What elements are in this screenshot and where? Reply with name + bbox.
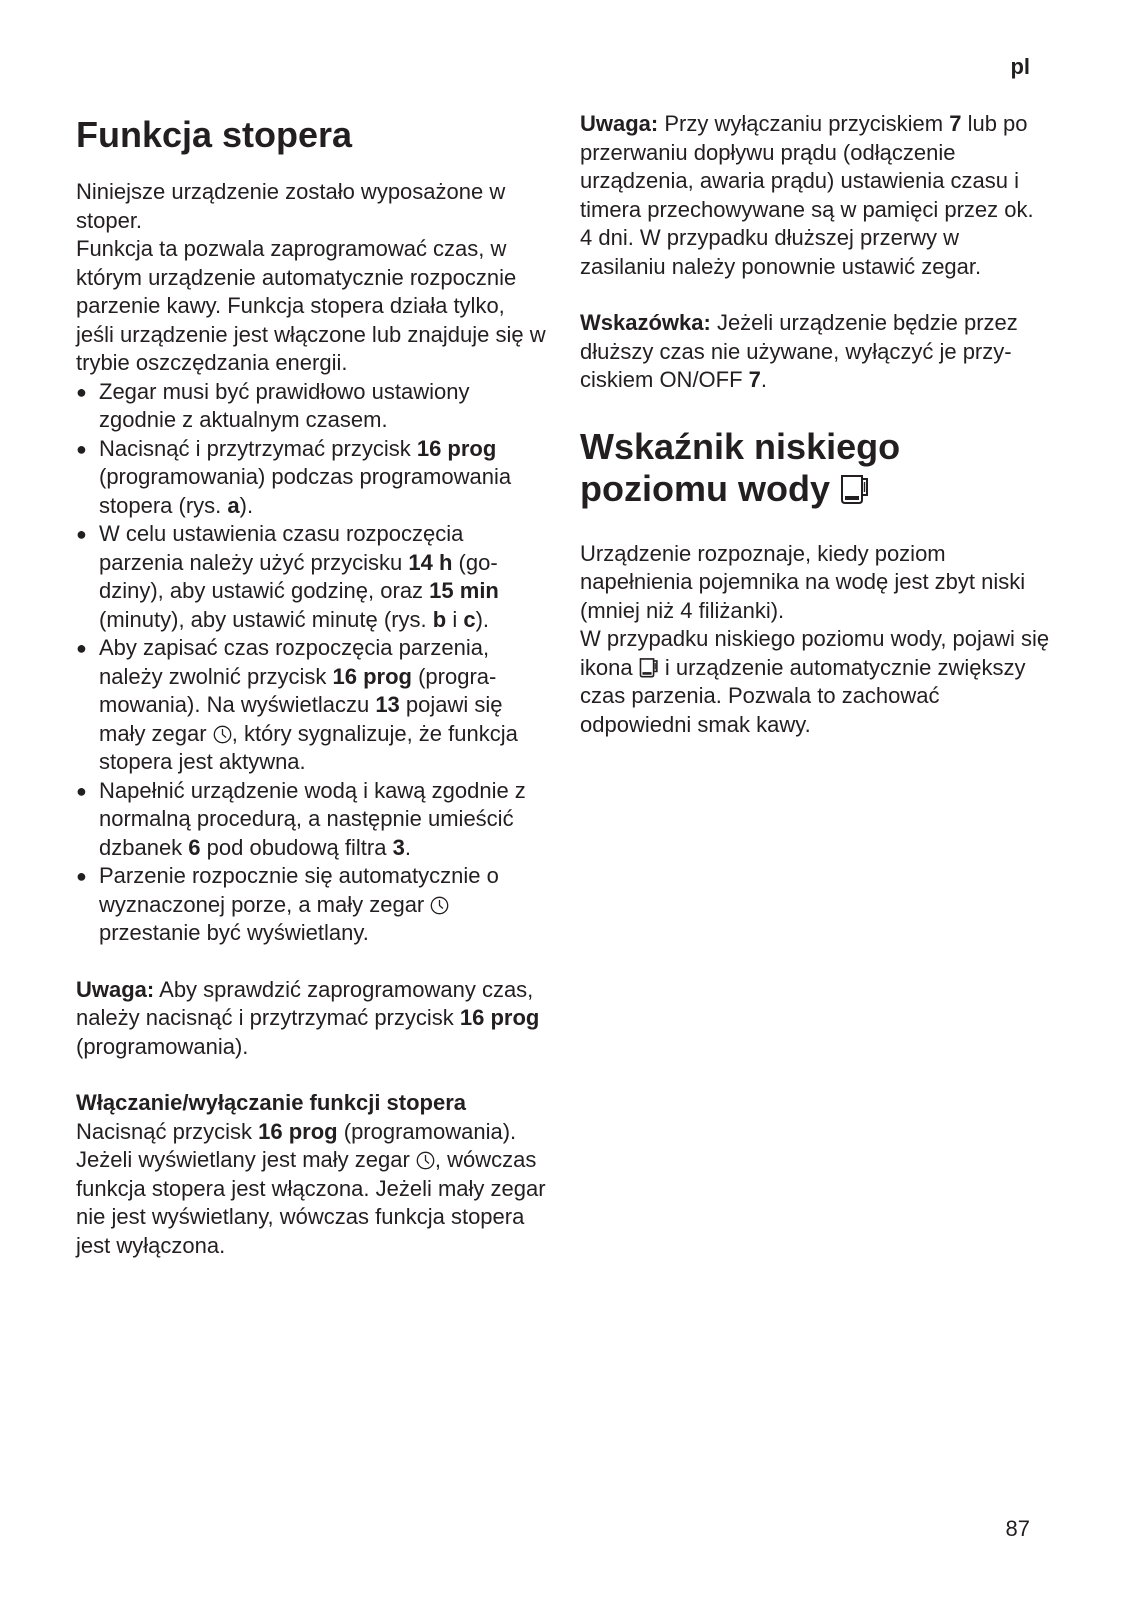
- section-title-timer: Funkcja stopera: [76, 114, 353, 155]
- intro-paragraph-1: Niniejsze urządzenie zostało wyposażone w stoper.: [76, 179, 506, 233]
- left-column: [76, 110, 546, 1260]
- language-code: pl: [1010, 54, 1030, 79]
- list-item: ● W celu ustawienia czasu rozpoczęcia parzenia należy użyć przycisku 14 h (godziny), aby ustawić godzinę, oraz 15 min (minuty), aby ustawić minutę (rys. b i c).: [76, 521, 499, 632]
- right-column: [580, 110, 1050, 739]
- section-title-low-water: Wskaźnik niskiego poziomu wody: [580, 425, 901, 509]
- clock-icon: [430, 896, 449, 915]
- list-item: ● Napełnić urządzenie wodą i kawą zgodnie z normalną procedurą, a następnie umieścić dzbanek 6 pod obudową filtra 3.: [76, 777, 526, 860]
- page-number: 87: [1005, 1516, 1030, 1541]
- list-item: ● Parzenie rozpocznie się automatycznie o wyznaczonej porze, a mały zegar przestanie być wyświetlany.: [76, 863, 499, 945]
- bullet-icon: ●: [76, 438, 87, 459]
- list-item: ● Zegar musi być prawidłowo ustawiony zgodnie z aktualnym czasem.: [76, 378, 470, 432]
- intro-paragraph-2: Funkcja ta pozwala zaprogramować czas, w którym urządzenie automatycznie rozpocznie parzenie kawy. Funkcja stopera działa tylko, jeśli urządzenie jest włączone lub znajduje się w trybie oszczędzania energii.: [76, 236, 546, 375]
- list-item: ● Nacisnąć i przytrzymać przycisk 16 prog (programowania) podczas programowania stopera (rys. a).: [76, 435, 512, 518]
- toggle-heading: Włączanie/wyłączanie funkcji stopera: [76, 1090, 467, 1115]
- bullet-icon: ●: [76, 780, 87, 801]
- tip-paragraph: Wskazówka: Jeżeli urządzenie będzie przez dłuższy czas nie używane, wyłączyć je przyciskiem ON/OFF 7.: [580, 310, 1018, 392]
- water-tank-low-icon: [639, 657, 659, 678]
- bullet-icon: ●: [76, 638, 87, 658]
- list-item: ● Aby zapisać czas rozpoczęcia parzenia, należy zwolnić przycisk 16 prog (programowania). Na wyświetlaczu 13 pojawi się mały zegar , który sygnalizuje, że funkcja stopera jest aktywna.: [76, 635, 518, 774]
- water-tank-low-icon: [840, 473, 870, 505]
- clock-icon: [213, 725, 232, 744]
- bullet-icon: ●: [76, 866, 87, 886]
- power-note-paragraph: Uwaga: Przy wyłączaniu przyciskiem 7 lub po przerwaniu dopływu prądu (odłączenie urządzenia, awaria prądu) ustawienia czasu i timera przechowywane są w pamięci przez ok. 4 dni. W przypadku dłuższej przerwy w zasilaniu należy ponownie ustawić zegar.: [580, 111, 1034, 279]
- toggle-paragraph: Nacisnąć przycisk 16 prog (programowania). Jeżeli wyświetlany jest mały zegar , wówczas funkcja stopera jest włączona. Jeżeli mały zegar nie jest wyświetlany, wówczas funkcja stopera jest wyłączona.: [76, 1118, 546, 1258]
- clock-icon: [416, 1151, 435, 1170]
- note-paragraph: Uwaga: Aby sprawdzić zaprogramowany czas, należy nacisnąć i przytrzymać przycisk 16 prog (programowania).: [76, 976, 540, 1059]
- bullet-icon: ●: [76, 381, 87, 402]
- instruction-list: [76, 378, 546, 948]
- low-water-paragraph-1: Urządzenie rozpoznaje, kiedy poziom napełnienia pojemnika na wodę jest zbyt niski (mniej niż 4 filiżanki).: [580, 540, 1026, 623]
- low-water-paragraph-2: W przypadku niskiego poziomu wody, pojawi się ikona i urządzenie automatycznie zwiększy czas parzenia. Pozwala to zachować odpowiedni smak kawy.: [580, 626, 1050, 737]
- bullet-icon: ●: [76, 524, 87, 544]
